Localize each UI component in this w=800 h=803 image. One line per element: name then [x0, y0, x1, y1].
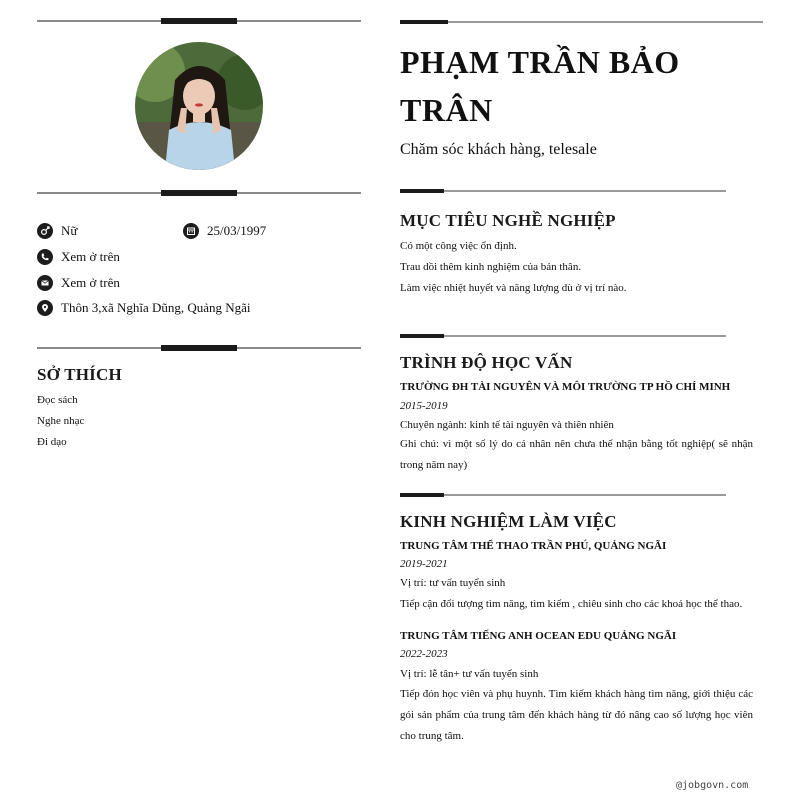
watermark: @jobgovn.com: [676, 780, 749, 791]
school-name: TRƯỜNG ĐH TÀI NGUYÊN VÀ MÔI TRƯỜNG TP HỒ CHÍ MINH: [400, 381, 731, 393]
job-period: 2019-2021: [400, 558, 448, 570]
education-major: Chuyên ngành: kinh tế tài nguyên và thiên nhiên: [400, 419, 614, 431]
hobby-item: Nghe nhạc: [37, 415, 85, 427]
objective-line: Làm việc nhiệt huyết và năng lượng dù ở vị trí nào.: [400, 282, 627, 294]
experience-title: KINH NGHIỆM LÀM VIỆC: [400, 512, 617, 531]
name-divider: [400, 21, 763, 23]
left-top-divider: [37, 20, 361, 22]
hobbies-title: SỞ THÍCH: [37, 365, 122, 384]
gender-text: Nữ: [61, 223, 78, 238]
objective-divider: [400, 190, 726, 192]
objective-title: MỤC TIÊU NGHỀ NGHIỆP: [400, 211, 616, 230]
job-description: Tiếp đón học viên và phụ huynh. Tìm kiếm khách hàng tìm năng, giới thiệu các gói sản phẩm của trung tâm đến khách hàng từ đó nâng cao số lượng học viên cho trung tâm.: [400, 688, 753, 742]
address-text: Thôn 3,xã Nghĩa Dũng, Quảng Ngãi: [61, 300, 251, 315]
phone-text: Xem ở trên: [61, 249, 120, 264]
phone-icon: [37, 249, 53, 265]
education-note: Ghi chú: vì một số lý do cá nhân nên chưa thể nhận bằng tốt nghiệp( sẽ nhận trong năm nay): [400, 438, 753, 471]
left-mid-divider: [37, 192, 361, 194]
hobby-item: Đọc sách: [37, 394, 78, 406]
job-position: Vị trí: lễ tân+ tư vấn tuyển sinh: [400, 668, 539, 680]
job-description: Tiếp cận đối tượng tìm năng, tìm kiếm , chiêu sinh cho các khoá học thể thao.: [400, 598, 743, 610]
experience-divider: [400, 494, 726, 496]
job-company: TRUNG TÂM THỂ THAO TRẦN PHÚ, QUẢNG NGÃI: [400, 540, 667, 552]
education-divider: [400, 335, 726, 337]
contact-email: [37, 275, 120, 291]
left-hobby-divider: [37, 347, 361, 349]
job-period: 2022-2023: [400, 648, 448, 660]
candidate-role: Chăm sóc khách hàng, telesale: [400, 141, 597, 158]
objective-line: Trau dồi thêm kinh nghiệm của bản thân.: [400, 261, 582, 273]
education-period: 2015-2019: [400, 400, 448, 412]
location-icon: [37, 300, 53, 316]
email-text: Xem ở trên: [61, 275, 120, 290]
contact-address: [37, 300, 251, 316]
contact-phone: [37, 249, 120, 265]
candidate-name: PHẠM TRẦN BẢO TRÂN: [400, 44, 680, 128]
email-icon: [37, 275, 53, 291]
contact-gender: [37, 223, 77, 239]
objective-line: Có một công việc ổn định.: [400, 240, 517, 252]
job-position: Vị trí: tư vấn tuyển sinh: [400, 577, 506, 589]
calendar-icon: [183, 223, 199, 239]
education-title: TRÌNH ĐỘ HỌC VẤN: [400, 353, 573, 372]
contact-birthday: [183, 223, 266, 239]
birthday-text: 25/03/1997: [207, 223, 267, 238]
gender-icon: [37, 223, 53, 239]
profile-photo: [135, 42, 263, 170]
job-company: TRUNG TÂM TIẾNG ANH OCEAN EDU QUẢNG NGÃI: [400, 630, 677, 642]
hobby-item: Đi dạo: [37, 436, 67, 448]
